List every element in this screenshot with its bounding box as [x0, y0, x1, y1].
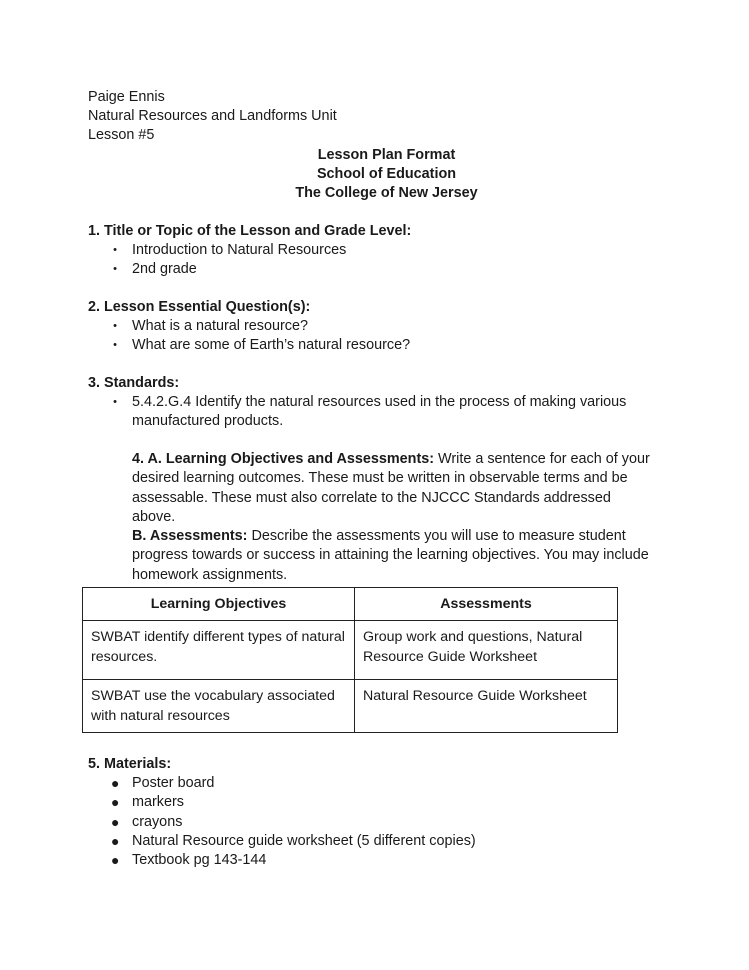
table-header-row — [83, 588, 618, 621]
bullet-icon: • — [113, 244, 117, 256]
section-4a-label: 4. A. Learning Objectives and Assessments: — [132, 451, 435, 467]
bullet-icon: ● — [111, 833, 120, 849]
lesson-number: Lesson #5 — [88, 127, 155, 143]
section-3-heading: 3. Standards: — [88, 375, 180, 391]
column-header-assessments: Assessments — [355, 588, 618, 621]
bullet-icon: ● — [111, 775, 120, 791]
section-4b-text: Describe the assessments you will use to measure student progress towards or success in attaining the learning objectives. You may include homework assignments. — [132, 528, 649, 583]
bullet-icon: ● — [111, 814, 120, 830]
unit-name: Natural Resources and Landforms Unit — [88, 108, 337, 124]
objectives-table — [82, 587, 618, 733]
column-header-objectives: Learning Objectives — [83, 588, 355, 621]
bullet-icon: • — [113, 320, 117, 332]
section-4b-label: B. Assessments: — [132, 528, 248, 544]
table-cell: Group work and questions, Natural Resource Guide Worksheet — [355, 621, 618, 680]
bullet-icon: • — [113, 396, 117, 408]
author-name: Paige Ennis — [88, 89, 165, 105]
bullet-icon: • — [113, 339, 117, 351]
section-2-heading: 2. Lesson Essential Question(s): — [88, 299, 311, 315]
section-1-heading: 1. Title or Topic of the Lesson and Grade Level: — [88, 223, 412, 239]
table-cell: Natural Resource Guide Worksheet — [355, 680, 618, 733]
table-cell: SWBAT use the vocabulary associated with natural resources — [83, 680, 355, 733]
table-cell: SWBAT identify different types of natural resources. — [83, 621, 355, 680]
table-row — [83, 621, 618, 680]
doc-title-line-1: Lesson Plan Format — [317, 147, 456, 163]
section-5-heading: 5. Materials: — [88, 756, 172, 772]
doc-title-line-3: The College of New Jersey — [295, 185, 478, 201]
section-4a-paragraph — [132, 450, 652, 528]
bullet-icon: ● — [111, 852, 120, 868]
section-4a-text: Write a sentence for each of your desired learning outcomes. These must be written in observable terms and be assessable. These must also correlate to the NJCCC Standards addressed above. — [132, 451, 650, 526]
section-4b-paragraph — [132, 527, 652, 585]
table-row — [83, 680, 618, 733]
bullet-icon: ● — [111, 794, 120, 810]
bullet-icon: • — [113, 263, 117, 275]
doc-title-line-2: School of Education — [316, 166, 457, 182]
